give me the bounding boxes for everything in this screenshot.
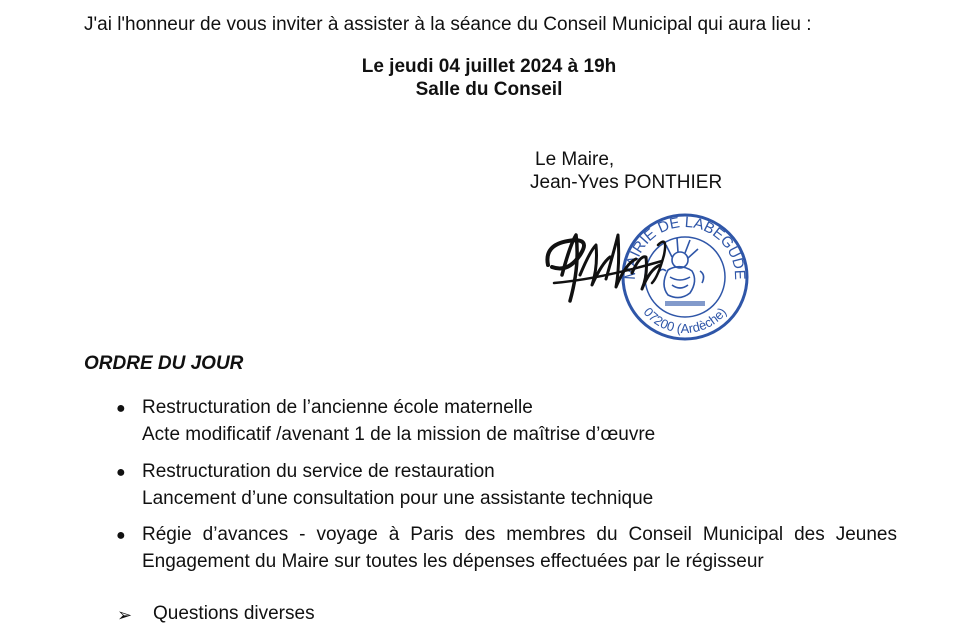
signature-stamp-graphic — [540, 205, 755, 345]
town-hall-stamp — [622, 214, 748, 339]
agenda-title: ORDRE DU JOUR — [84, 353, 244, 374]
signature-and-stamp — [540, 205, 755, 345]
stamp-top-text: MAIRIE DE LABEGUDE — [621, 213, 749, 281]
agenda-item-1-detail: Acte modificatif /avenant 1 de la mission de maîtrise d’œuvre — [142, 424, 656, 445]
agenda-item-2-title: Restructuration du service de restauration — [142, 461, 495, 482]
bullet-icon: ● — [116, 527, 126, 544]
stamp-band — [665, 301, 705, 306]
agenda-item-2-detail: Lancement d’une consultation pour une assistante technique — [142, 488, 654, 509]
agenda-item-3-title: Régie d’avances - voyage à Paris des membres du Conseil Municipal des Jeunes — [142, 524, 897, 545]
stamp-bottom-text: 07200 (Ardèche) — [640, 304, 730, 337]
signatory-title: Le Maire, — [535, 149, 615, 170]
bullet-icon: ● — [116, 400, 126, 417]
bullet-icon: ● — [116, 464, 126, 481]
meeting-place: Salle du Conseil — [415, 79, 563, 100]
signatory-name: Jean-Yves PONTHIER — [530, 172, 723, 193]
agenda-item-1-title: Restructuration de l’ancienne école maternelle — [142, 397, 533, 418]
agenda-other-item: Questions diverses — [153, 603, 315, 624]
arrow-bullet-icon: ➢ — [117, 605, 133, 625]
meeting-date: Le jeudi 04 juillet 2024 à 19h — [361, 56, 617, 77]
agenda-item-3-detail: Engagement du Maire sur toutes les dépenses effectuées par le régisseur — [142, 551, 764, 572]
invitation-intro: J'ai l'honneur de vous inviter à assister à la séance du Conseil Municipal qui aura lieu : — [84, 14, 812, 35]
